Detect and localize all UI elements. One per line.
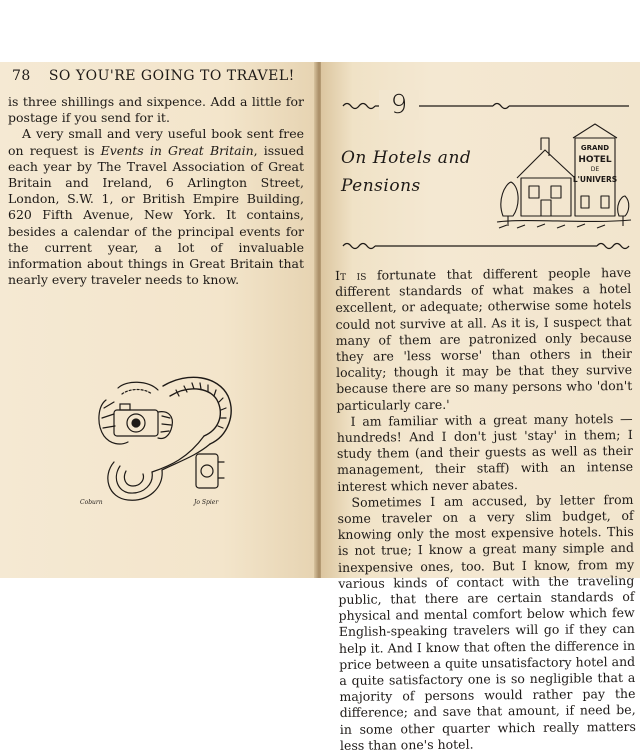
opening-word: It is xyxy=(335,267,367,283)
paragraph-text: , issued each year by The Travel Association of Great Britain and Ireland, 6 Arlington Street, London, S.W. 1, or British Empire Building, 620 Fifth Avenue, New York. It contains, besides a calendar of the principal events for the current year, a lot of invaluable information about things in Great Britain that nearly every traveler needs to know. xyxy=(8,142,304,288)
page-number: 78 xyxy=(12,68,31,84)
hotel-building-icon xyxy=(497,120,631,230)
paragraph: is three shillings and sixpence. Add a little for postage if you send for it. xyxy=(8,94,304,126)
chapter-title: On Hotels and Pensions xyxy=(341,148,472,196)
illustration-signature: Jo Spier xyxy=(194,499,219,506)
right-body-text xyxy=(335,265,636,754)
paragraph: I am familiar with a great many hotels — hundreds! And I don't just 'stay' in them; I study them (and their guests as well as their management, their staff) with an intense interest which never abates. xyxy=(336,410,634,494)
hotel-sign-text: HOTEL xyxy=(578,155,612,165)
left-body-text xyxy=(8,94,304,288)
illustration-signature: Coburn xyxy=(80,499,103,506)
paragraph-text: fortunate that different people have different standards of what makes a hotel excellent, or adequate; otherwise some hotels could not survive at all. As it is, I suspect that many of them are patronized only because they are 'less worse' than others in their locality; though it may be that they survive because there are so many persons who 'don't particularly care.' xyxy=(335,264,633,413)
running-head-title: SO YOU'RE GOING TO TRAVEL! xyxy=(48,68,295,84)
book-title: Events in Great Britain xyxy=(100,142,254,158)
hotel-sign-text: L'UNIVERS xyxy=(572,175,618,184)
hotel-sign-text: DE xyxy=(590,166,600,173)
open-book xyxy=(0,62,640,753)
hotel-sign-text: GRAND xyxy=(580,144,610,152)
chapter-number: 9 xyxy=(379,90,419,120)
ornamental-rule xyxy=(343,240,633,252)
left-page xyxy=(0,62,318,578)
paragraph xyxy=(335,265,633,414)
paragraph xyxy=(8,126,304,288)
paragraph: Sometimes I am accused, by letter from some traveler on a very slim budget, of knowing only the most expensive hotels. This is not true; I know a great many simple and inexpensive ones, too. But I know, from my various kinds of contact with the traveling public, that there are certain standards of physical and mental comfort below which few English-speaking travelers will go if they can help it. And I know that often the difference in price between a quite unsatisfactory hotel and a quite satisfactory one is so negligible that a majority of persons would rather pay the difference; and save that amount, if need be, in some other quarter which really matters less than one's hotel. xyxy=(337,491,636,753)
running-head xyxy=(12,68,312,84)
right-page xyxy=(321,62,640,753)
camera-photographer-icon xyxy=(78,366,238,506)
paragraph-text: A very small and very useful book sent free on request is xyxy=(8,126,304,158)
